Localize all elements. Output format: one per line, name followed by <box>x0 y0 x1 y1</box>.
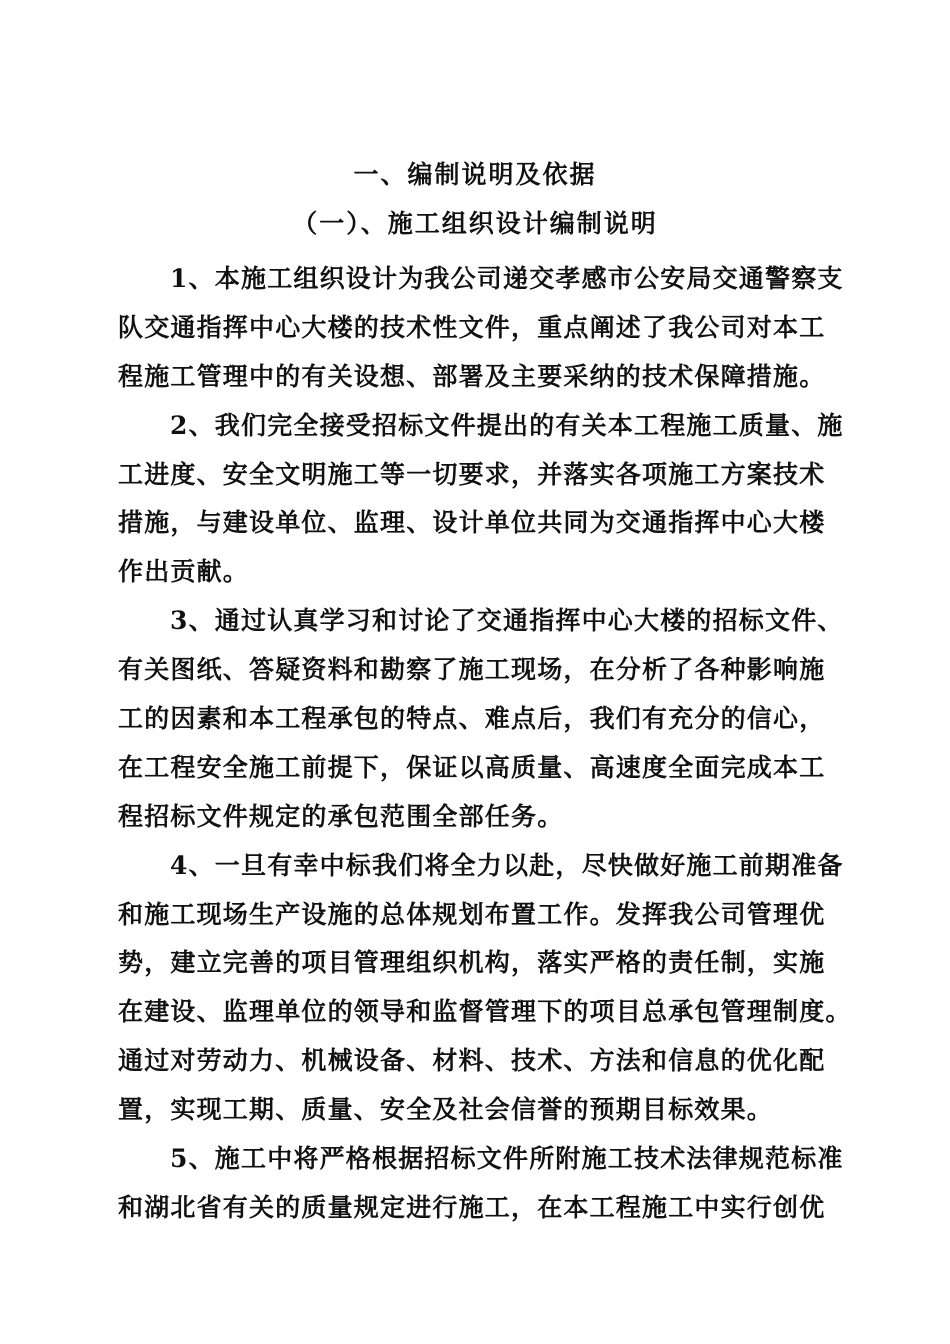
text-line: 队交通指挥中心大楼的技术性文件，重点阐述了我公司对本工 <box>118 312 826 342</box>
text-line: 程招标文件规定的承包范围全部任务。 <box>118 801 564 831</box>
text-line: 3、通过认真学习和讨论了交通指挥中心大楼的招标文件、 <box>170 606 844 636</box>
text-line: 1、本施工组织设计为我公司递交孝感市公安局交通警察支 <box>170 264 844 293</box>
text-line: 工的因素和本工程承包的特点、难点后，我们有充分的信心， <box>118 704 826 734</box>
text-line: 在建设、监理单位的领导和监督管理下的项目总承包管理制度。 <box>118 997 852 1027</box>
text-line: 和施工现场生产设施的总体规划布置工作。发挥我公司管理优 <box>118 899 826 929</box>
text-line: 工进度、安全文明施工等一切要求，并落实各项施工方案技术 <box>118 459 826 489</box>
text-line: 2、我们完全接受招标文件提出的有关本工程施工质量、施 <box>170 410 844 440</box>
text-line: 程施工管理中的有关设想、部署及主要采纳的技术保障措施。 <box>118 361 826 391</box>
text-line: 势，建立完善的项目管理组织机构，落实严格的责任制，实施 <box>118 948 826 978</box>
text-line: 和湖北省有关的质量规定进行施工，在本工程施工中实行创优 <box>118 1192 826 1222</box>
document-body <box>118 255 852 1233</box>
text-line: 作出贡献。 <box>118 557 250 587</box>
text-line: 有关图纸、答疑资料和勘察了施工现场，在分析了各种影响施 <box>118 655 826 685</box>
text-line: 在工程安全施工前提下，保证以高质量、高速度全面完成本工 <box>118 752 826 782</box>
subsection-heading: （一）、施工组织设计编制说明 <box>292 209 658 238</box>
text-line: 5、施工中将严格根据招标文件所附施工技术法律规范标准 <box>170 1144 844 1174</box>
text-line: 措施，与建设单位、监理、设计单位共同为交通指挥中心大楼 <box>118 508 826 538</box>
text-line: 置，实现工期、质量、安全及社会信誉的预期目标效果。 <box>118 1095 774 1125</box>
text-line: 4、一旦有幸中标我们将全力以赴，尽快做好施工前期准备 <box>170 850 844 880</box>
section-heading: 一、编制说明及依据 <box>353 160 597 189</box>
text-line: 通过对劳动力、机械设备、材料、技术、方法和信息的优化配 <box>118 1046 826 1076</box>
